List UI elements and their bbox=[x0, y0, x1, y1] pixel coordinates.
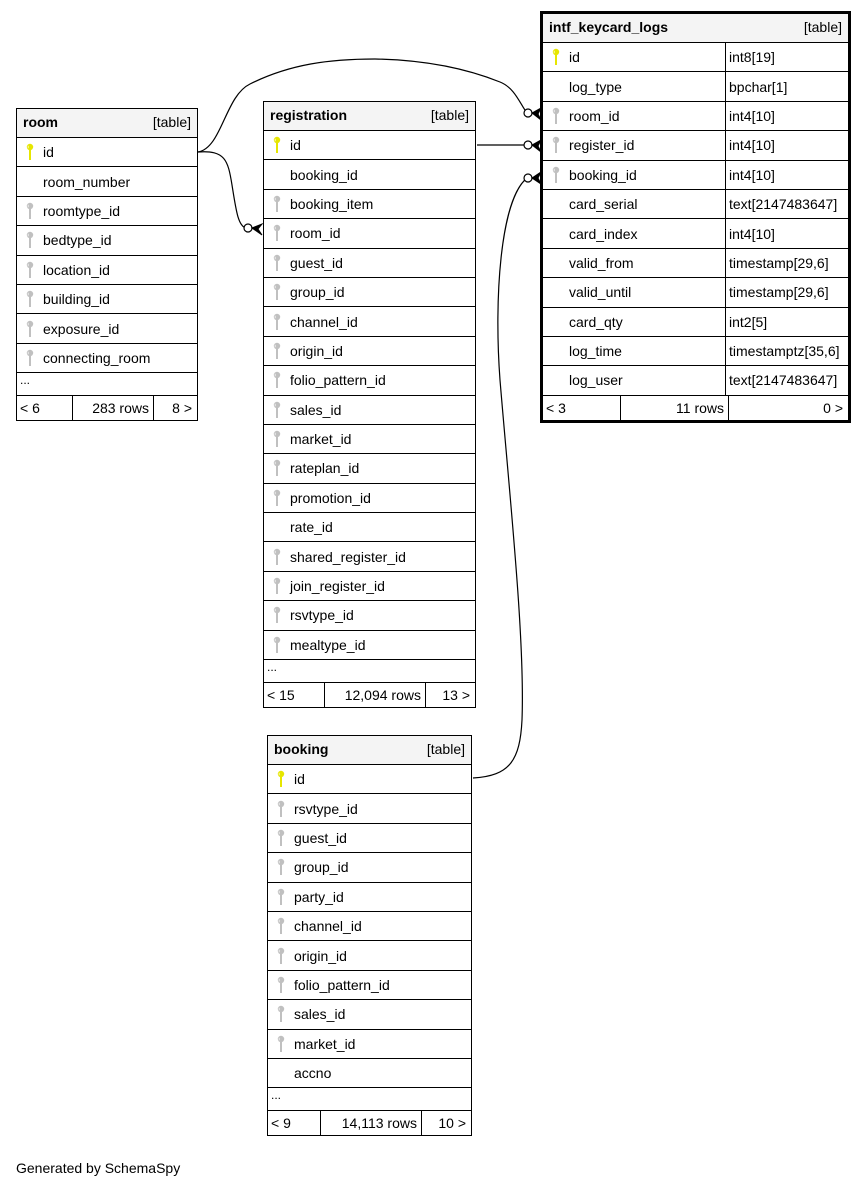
column-row[interactable] bbox=[268, 824, 471, 853]
foreign-key-icon bbox=[17, 285, 43, 313]
children-count[interactable]: 10 > bbox=[438, 1115, 466, 1132]
table-footer bbox=[264, 683, 475, 707]
foreign-key-icon bbox=[268, 971, 294, 999]
table-kind: [table] bbox=[152, 114, 191, 130]
table-name: intf_keycard_logs bbox=[549, 19, 669, 35]
foreign-key-icon bbox=[264, 425, 290, 453]
column-type: int4[10] bbox=[725, 102, 848, 130]
column-row[interactable] bbox=[264, 160, 475, 189]
optional-marker bbox=[244, 224, 252, 232]
column-name: accno bbox=[294, 1065, 332, 1082]
column-row[interactable] bbox=[268, 765, 471, 794]
column-row[interactable] bbox=[17, 314, 197, 343]
column-name: id bbox=[294, 771, 305, 788]
column-row[interactable] bbox=[17, 256, 197, 285]
table-name: registration bbox=[270, 107, 348, 123]
column-row[interactable] bbox=[264, 542, 475, 571]
foreign-key-icon bbox=[264, 631, 290, 659]
foreign-key-icon bbox=[17, 197, 43, 225]
column-row[interactable] bbox=[264, 219, 475, 248]
connector-booking-keycard bbox=[473, 178, 527, 778]
column-name: sales_id bbox=[294, 1006, 346, 1023]
column-name: log_type bbox=[569, 78, 622, 95]
table-kind: [table] bbox=[803, 19, 842, 35]
table-footer bbox=[17, 396, 197, 420]
column-name: rateplan_id bbox=[290, 460, 360, 477]
primary-key-icon bbox=[17, 138, 43, 166]
column-row[interactable] bbox=[543, 102, 848, 131]
column-type: timestamptz[35,6] bbox=[725, 337, 848, 365]
column-name: group_id bbox=[294, 859, 349, 876]
column-name: rsvtype_id bbox=[294, 800, 358, 817]
column-name: guest_id bbox=[290, 254, 343, 271]
table-header bbox=[543, 14, 848, 43]
column-row[interactable] bbox=[543, 337, 848, 366]
parents-count[interactable]: < 15 bbox=[264, 683, 325, 707]
more-columns: ... bbox=[17, 373, 197, 396]
column-name: log_time bbox=[569, 343, 622, 360]
column-row[interactable] bbox=[543, 72, 848, 101]
column-name: connecting_room bbox=[43, 349, 151, 366]
column-row[interactable] bbox=[264, 249, 475, 278]
children-count[interactable]: 13 > bbox=[442, 687, 470, 704]
column-name: roomtype_id bbox=[43, 202, 121, 219]
column-name: shared_register_id bbox=[290, 548, 406, 565]
no-key-spacer bbox=[543, 278, 569, 306]
column-row[interactable] bbox=[17, 285, 197, 314]
column-row[interactable] bbox=[264, 337, 475, 366]
foreign-key-icon bbox=[264, 542, 290, 570]
connector-room-registration bbox=[198, 152, 246, 228]
column-type: text[2147483647] bbox=[725, 366, 848, 394]
column-name: sales_id bbox=[290, 401, 342, 418]
column-name: card_qty bbox=[569, 313, 623, 330]
no-key-spacer bbox=[543, 308, 569, 336]
no-key-spacer bbox=[17, 167, 43, 195]
foreign-key-icon bbox=[17, 344, 43, 372]
column-row[interactable] bbox=[543, 43, 848, 72]
column-name: card_serial bbox=[569, 196, 638, 213]
foreign-key-icon bbox=[264, 307, 290, 335]
column-name: booking_item bbox=[290, 195, 374, 212]
column-row[interactable] bbox=[543, 190, 848, 219]
column-name: market_id bbox=[294, 1035, 356, 1052]
column-name: group_id bbox=[290, 284, 345, 301]
table-header bbox=[17, 109, 197, 138]
optional-marker bbox=[524, 141, 532, 149]
parents-count[interactable]: < 3 bbox=[543, 396, 621, 420]
column-row[interactable] bbox=[543, 161, 848, 190]
column-type: int4[10] bbox=[725, 219, 848, 247]
column-name: market_id bbox=[290, 431, 352, 448]
no-key-spacer bbox=[264, 160, 290, 188]
no-key-spacer bbox=[543, 366, 569, 394]
column-name: id bbox=[43, 144, 54, 161]
column-row[interactable] bbox=[264, 278, 475, 307]
column-row[interactable] bbox=[17, 197, 197, 226]
foreign-key-icon bbox=[268, 883, 294, 911]
foreign-key-icon bbox=[264, 396, 290, 424]
column-name: party_id bbox=[294, 888, 344, 905]
column-name: id bbox=[290, 137, 301, 154]
column-type: timestamp[29,6] bbox=[725, 278, 848, 306]
foreign-key-icon bbox=[264, 249, 290, 277]
more-columns: ... bbox=[264, 660, 475, 683]
foreign-key-icon bbox=[264, 601, 290, 629]
column-row[interactable] bbox=[268, 941, 471, 970]
children-count[interactable]: 0 > bbox=[823, 399, 843, 416]
column-type: int4[10] bbox=[725, 131, 848, 159]
column-name: card_index bbox=[569, 225, 638, 242]
foreign-key-icon bbox=[268, 794, 294, 822]
column-row[interactable] bbox=[264, 601, 475, 630]
column-name: room_id bbox=[569, 107, 620, 124]
column-name: booking_id bbox=[569, 166, 637, 183]
table-intf-keycard-logs[interactable] bbox=[540, 11, 851, 423]
column-name: location_id bbox=[43, 261, 110, 278]
column-type: int8[19] bbox=[725, 43, 848, 71]
children-count[interactable]: 8 > bbox=[172, 400, 192, 417]
column-row[interactable] bbox=[264, 631, 475, 660]
column-row[interactable] bbox=[268, 1059, 471, 1088]
column-row[interactable] bbox=[543, 131, 848, 160]
no-key-spacer bbox=[543, 219, 569, 247]
column-type: text[2147483647] bbox=[725, 190, 848, 218]
column-name: origin_id bbox=[290, 342, 343, 359]
column-name: folio_pattern_id bbox=[294, 976, 390, 993]
foreign-key-icon bbox=[264, 484, 290, 512]
column-row[interactable] bbox=[264, 513, 475, 542]
foreign-key-icon bbox=[264, 572, 290, 600]
column-name: join_register_id bbox=[290, 578, 385, 595]
row-count: 14,113 rows bbox=[321, 1111, 422, 1135]
table-footer bbox=[268, 1111, 471, 1135]
optional-marker bbox=[524, 109, 532, 117]
column-row[interactable] bbox=[268, 853, 471, 882]
column-row[interactable] bbox=[268, 794, 471, 823]
foreign-key-icon bbox=[543, 102, 569, 130]
column-row[interactable] bbox=[17, 226, 197, 255]
column-type: int4[10] bbox=[725, 161, 848, 189]
column-row[interactable] bbox=[264, 396, 475, 425]
no-key-spacer bbox=[268, 1059, 294, 1087]
primary-key-icon bbox=[264, 131, 290, 159]
column-name: valid_until bbox=[569, 284, 632, 301]
column-row[interactable] bbox=[17, 167, 197, 196]
column-name: promotion_id bbox=[290, 489, 371, 506]
table-kind: [table] bbox=[430, 107, 469, 123]
optional-marker bbox=[524, 174, 532, 182]
foreign-key-icon bbox=[264, 278, 290, 306]
foreign-key-icon bbox=[268, 941, 294, 969]
column-name: mealtype_id bbox=[290, 636, 366, 653]
column-row[interactable] bbox=[17, 344, 197, 373]
table-booking[interactable] bbox=[267, 735, 472, 1136]
column-row[interactable] bbox=[264, 425, 475, 454]
row-count: 11 rows bbox=[621, 396, 729, 420]
column-name: exposure_id bbox=[43, 320, 120, 337]
column-row[interactable] bbox=[268, 1000, 471, 1029]
column-name: booking_id bbox=[290, 166, 358, 183]
primary-key-icon bbox=[268, 765, 294, 793]
column-name: channel_id bbox=[294, 918, 362, 935]
column-row[interactable] bbox=[268, 912, 471, 941]
column-name: room_number bbox=[43, 173, 131, 190]
column-row[interactable] bbox=[17, 138, 197, 167]
foreign-key-icon bbox=[543, 161, 569, 189]
column-row[interactable] bbox=[268, 971, 471, 1000]
row-count: 12,094 rows bbox=[325, 683, 426, 707]
foreign-key-icon bbox=[268, 824, 294, 852]
column-name: rate_id bbox=[290, 519, 333, 536]
foreign-key-icon bbox=[268, 1000, 294, 1028]
column-row[interactable] bbox=[268, 883, 471, 912]
table-footer bbox=[543, 396, 848, 420]
table-kind: [table] bbox=[426, 741, 465, 757]
parents-count[interactable]: < 6 bbox=[17, 396, 73, 420]
foreign-key-icon bbox=[264, 454, 290, 482]
column-name: valid_from bbox=[569, 254, 634, 271]
foreign-key-icon bbox=[264, 219, 290, 247]
no-key-spacer bbox=[543, 72, 569, 100]
column-name: log_user bbox=[569, 372, 623, 389]
generated-by-note: Generated by SchemaSpy bbox=[16, 1160, 181, 1176]
parents-count[interactable]: < 9 bbox=[268, 1111, 321, 1135]
foreign-key-icon bbox=[264, 190, 290, 218]
column-name: room_id bbox=[290, 225, 341, 242]
column-row[interactable] bbox=[543, 308, 848, 337]
foreign-key-icon bbox=[543, 131, 569, 159]
column-row[interactable] bbox=[264, 307, 475, 336]
column-name: id bbox=[569, 49, 580, 66]
column-row[interactable] bbox=[264, 131, 475, 160]
more-columns: ... bbox=[268, 1088, 471, 1111]
column-name: bedtype_id bbox=[43, 232, 112, 249]
column-row[interactable] bbox=[543, 278, 848, 307]
column-type: timestamp[29,6] bbox=[725, 249, 848, 277]
no-key-spacer bbox=[543, 190, 569, 218]
column-type: bpchar[1] bbox=[725, 72, 848, 100]
column-row[interactable] bbox=[543, 249, 848, 278]
column-row[interactable] bbox=[264, 484, 475, 513]
foreign-key-icon bbox=[268, 1030, 294, 1058]
no-key-spacer bbox=[264, 513, 290, 541]
primary-key-icon bbox=[543, 43, 569, 71]
column-row[interactable] bbox=[543, 219, 848, 248]
column-name: origin_id bbox=[294, 947, 347, 964]
table-header bbox=[264, 102, 475, 131]
column-name: rsvtype_id bbox=[290, 607, 354, 624]
column-row[interactable] bbox=[264, 572, 475, 601]
table-room[interactable] bbox=[16, 108, 198, 421]
foreign-key-icon bbox=[264, 366, 290, 394]
table-header bbox=[268, 736, 471, 765]
column-row[interactable] bbox=[268, 1030, 471, 1059]
no-key-spacer bbox=[543, 337, 569, 365]
column-name: channel_id bbox=[290, 313, 358, 330]
table-registration[interactable] bbox=[263, 101, 476, 708]
foreign-key-icon bbox=[17, 226, 43, 254]
column-name: register_id bbox=[569, 137, 635, 154]
column-type: int2[5] bbox=[725, 308, 848, 336]
foreign-key-icon bbox=[268, 912, 294, 940]
column-row[interactable] bbox=[264, 190, 475, 219]
column-name: guest_id bbox=[294, 829, 347, 846]
table-name: booking bbox=[274, 741, 329, 757]
row-count: 283 rows bbox=[73, 396, 154, 420]
column-name: folio_pattern_id bbox=[290, 372, 386, 389]
column-row[interactable] bbox=[264, 454, 475, 483]
column-name: building_id bbox=[43, 291, 110, 308]
column-row[interactable] bbox=[264, 366, 475, 395]
table-name: room bbox=[23, 114, 58, 130]
foreign-key-icon bbox=[264, 337, 290, 365]
foreign-key-icon bbox=[17, 256, 43, 284]
no-key-spacer bbox=[543, 249, 569, 277]
foreign-key-icon bbox=[17, 314, 43, 342]
column-row[interactable] bbox=[543, 366, 848, 395]
foreign-key-icon bbox=[268, 853, 294, 881]
crowfoot-marker bbox=[252, 224, 262, 235]
